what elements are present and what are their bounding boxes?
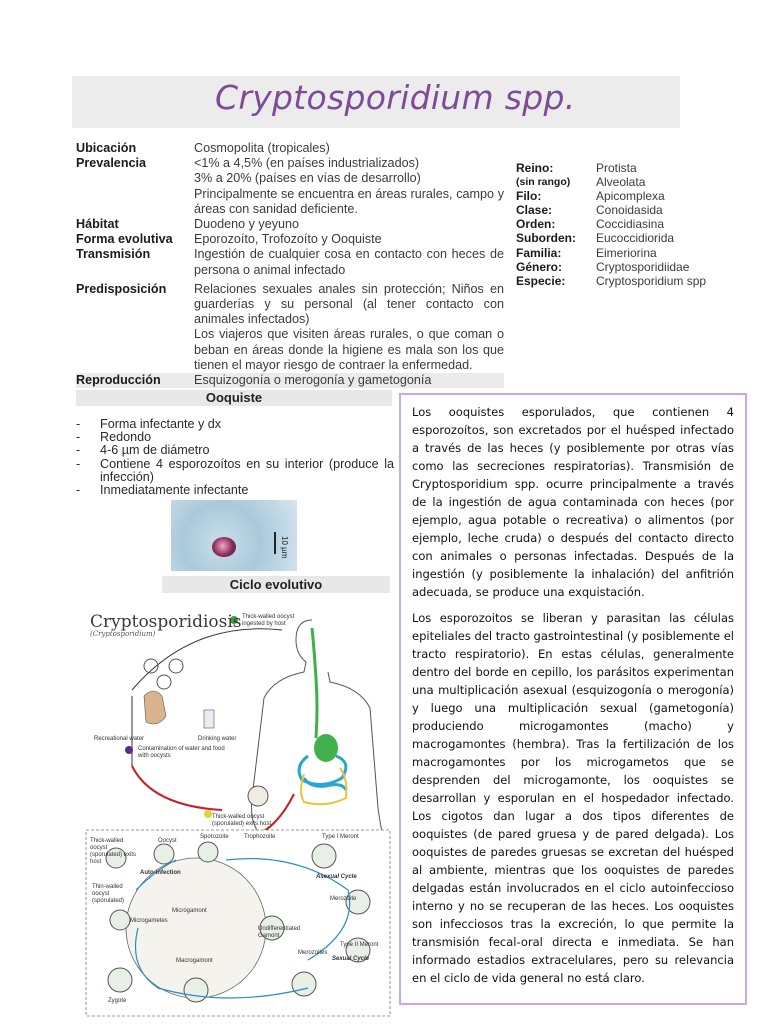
figure-label: Microgametes	[130, 918, 168, 924]
taxonomy-value: Coccidiasina	[596, 217, 665, 232]
water-glass-icon	[204, 710, 214, 728]
info-label: Hábitat	[76, 217, 119, 232]
figure-label: Microgamont	[172, 908, 207, 914]
taxonomy-row	[516, 203, 726, 217]
taxonomy-label: Clase:	[516, 203, 553, 218]
info-label: Transmisión	[76, 247, 151, 262]
list-item: - Contiene 4 esporozoítos en su interior (produce la infección)	[76, 456, 394, 484]
info-value	[194, 232, 504, 247]
info-value	[194, 156, 504, 217]
taxonomy-table	[516, 161, 726, 288]
figure-label: Sexual Cycle	[332, 956, 370, 962]
figure-label: Thick-walled oocyst (sporulated) exits host	[90, 838, 137, 865]
info-line: Principalmente se encuentra en áreas rurales, campo y áreas con sanidad deficiente.	[194, 186, 504, 216]
taxonomy-value: Eimeriorina	[596, 245, 657, 260]
figure-label: Zygote	[108, 998, 127, 1004]
oocyst-section-header: Ooquiste	[76, 390, 392, 406]
exit-oocyst-icon	[248, 786, 268, 806]
figure-label: Contamination of water and food with oocysts	[138, 746, 225, 759]
list-item-text: Inmediatamente infectante	[100, 483, 249, 498]
figure-label: Recreational water	[94, 736, 145, 742]
info-table	[76, 141, 504, 388]
taxonomy-row	[516, 274, 726, 288]
figure-label: Thin-walled oocyst (sporulated)	[92, 884, 125, 904]
info-row-ubicacion	[76, 141, 504, 156]
oocyst-icon	[169, 659, 183, 673]
figure-label: Auto-infection	[140, 870, 181, 876]
taxonomy-value: Cryptosporidium spp	[596, 273, 707, 288]
stomach	[314, 734, 338, 762]
taxonomy-label: Orden:	[516, 217, 556, 232]
description-paragraph: Los ooquistes esporulados, que contienen 4 esporozoítos, son excretados por el huésped infectado a través de las heces (y posiblemente por otras vías como las secreciones respiratorias). Transmisión de Cryptosporidium spp. ocurre principalmente a través de la ingestión de agua contaminada con heces (por ejemplo, agua potable o recreativa) o alimentos (por ejemplo, leche cruda) o después del contacto directo con animales o personas infectadas. Después de la ingestión (y posiblemente la inhalación) del anfitrión adecuada, se produce una exquistación.	[412, 405, 734, 599]
info-value	[194, 217, 504, 232]
taxonomy-row	[516, 246, 726, 260]
swimmer-icon	[144, 691, 166, 724]
oocyst-icon	[157, 675, 171, 689]
taxonomy-row	[516, 231, 726, 245]
taxonomy-row	[516, 260, 726, 274]
info-row-reproduccion	[76, 373, 504, 388]
taxonomy-row	[516, 161, 726, 175]
info-label: Prevalencia	[76, 156, 147, 171]
taxonomy-label: Filo:	[516, 189, 542, 204]
figure-label: Type I Meront	[322, 834, 359, 840]
taxonomy-row	[516, 217, 726, 231]
taxonomy-label: Género:	[516, 259, 563, 274]
taxonomy-row	[516, 175, 726, 189]
info-value	[194, 373, 504, 388]
info-row-forma	[76, 232, 504, 247]
stage-icon	[154, 844, 174, 864]
info-label: Forma evolutiva	[76, 232, 173, 247]
figure-label: Oocyst	[158, 838, 177, 844]
figure-label: Asexual Cycle	[316, 874, 357, 880]
info-value	[194, 282, 504, 373]
lifecycle-diagram	[76, 598, 392, 1018]
figure-label: Drinking water	[198, 736, 237, 742]
info-line: Eporozoíto, Trofozoíto y Ooquiste	[194, 232, 382, 247]
oocyst-list	[76, 418, 394, 497]
info-line: <1% a 4,5% (en países industrializados)	[194, 156, 420, 171]
marker-2	[125, 746, 133, 754]
info-row-transmision	[76, 247, 504, 277]
stage-icon	[312, 844, 336, 868]
taxonomy-label: (sin rango)	[516, 176, 571, 189]
list-item-text: Redondo	[100, 430, 152, 445]
oocyst-micrograph	[171, 500, 297, 571]
info-line: Esquizogonía o merogonía y gametogonía	[194, 373, 432, 388]
taxonomy-label: Reino:	[516, 161, 554, 175]
info-row-habitat	[76, 217, 504, 232]
list-item: - 4-6 µm de diámetro	[76, 444, 394, 457]
figure-subtitle: (Cryptosporidium)	[90, 630, 156, 638]
list-item-text: Forma infectante y dx	[100, 417, 222, 431]
info-line: Relaciones sexuales anales sin protección; Niños en guarderías y su personal (al tener contacto con animales infectados)	[194, 281, 504, 327]
figure-label: Undifferentiated Gamont	[258, 926, 301, 939]
figure-label: Thick-walled oocyst ingested by host	[242, 614, 295, 627]
figure-label: Thick-walled oocyst (sporulated) exits host	[212, 814, 272, 827]
figure-label: Type II Meront	[340, 942, 379, 948]
esophagus	[312, 628, 317, 738]
page-title: Cryptosporidium spp.	[215, 78, 576, 117]
taxonomy-value: Eucoccidiorida	[596, 231, 675, 246]
stage-icon	[184, 978, 208, 1002]
figure-label: Sporozoite	[200, 834, 229, 840]
cycle-section-header: Ciclo evolutivo	[162, 576, 390, 593]
info-label: Predisposición	[76, 281, 167, 296]
info-line: 3% a 20% (países en vías de desarrollo)	[194, 171, 421, 186]
list-item-text: 4-6 µm de diámetro	[100, 443, 210, 458]
taxonomy-value: Protista	[596, 161, 637, 175]
info-line: Cosmopolita (tropicales)	[194, 141, 330, 155]
figure-label: Trophozoite	[244, 834, 276, 840]
taxonomy-row	[516, 189, 726, 203]
list-item: - Redondo	[76, 431, 394, 444]
taxonomy-value: Alveolata	[596, 175, 646, 190]
info-line: Los viajeros que visiten áreas rurales, o que coman o beban en áreas donde la higiene es mala son los que tienen el mayor riesgo de contraer la enfermedad.	[194, 327, 504, 372]
description-paragraph: Los esporozoitos se liberan y parasitan las células epiteliales del tracto gastrointestinal (y posiblemente el tracto respiratorio). En estas células, generalmente dentro del borde en cepillo, los parásitos experimentan una multiplicación asexual (esquizogonía o merogonía) y luego una multiplicación sexual (gametogonía) produciendo microgamontes (macho) y macrogamontes (hembra). Tras la fertilización de los macrogamontes por los microgametos que se desprenden del microgamonte, los ooquistes se desarrollan y esporulan en el hospedador infectado. Los cigotos dan lugar a dos tipos diferentes de ooquistes (de pared gruesa y de pared delgada). Los ooquistes de paredes gruesas se excretan del huésped al ambiente, mientras que los ooquistes de paredes delgadas están involucrados en el ciclo autoinfeccioso interno y no se recuperan de las heces. Los ooquistes son infecciosos tras la excreción, lo que permite la transmisión fecal-oral directa e inmediata. Se han informado estadios extracelulares, pero su relevancia en el ciclo de vida general no está claro.	[412, 611, 734, 985]
list-item: - Forma infectante y dx	[76, 418, 394, 431]
arrow-contamination	[132, 766, 222, 810]
figure-label: Merozoites	[298, 950, 328, 956]
scale-bar	[274, 532, 276, 554]
info-line: Ingestión de cualquier cosa en contacto con heces de persona o animal infectado	[194, 247, 504, 277]
info-label: Reproducción	[76, 373, 161, 388]
stage-icon	[292, 972, 316, 996]
description-box	[399, 393, 747, 1005]
stage-icon	[108, 968, 132, 992]
stained-oocyst	[212, 537, 236, 557]
info-row-prevalencia	[76, 156, 504, 217]
info-line: Duodeno y yeyuno	[194, 217, 300, 232]
info-row-predisposicion	[76, 282, 504, 373]
info-label: Ubicación	[76, 141, 137, 155]
figure-title: Cryptosporidiosis	[90, 612, 242, 632]
taxonomy-value: Apicomplexa	[596, 189, 665, 204]
figure-label: Macrogamont	[176, 958, 213, 964]
scale-label: 10 µm	[280, 536, 289, 559]
taxonomy-label: Especie:	[516, 273, 566, 288]
list-item: - Inmediatamente infectante	[76, 484, 394, 497]
stage-icon	[198, 842, 218, 862]
taxonomy-value: Cryptosporidiidae	[596, 259, 690, 274]
info-value	[194, 247, 504, 277]
taxonomy-label: Suborden:	[516, 231, 576, 246]
stage-icon	[110, 910, 130, 930]
figure-label: Merozoite	[330, 896, 357, 902]
marker-3	[204, 810, 212, 818]
taxonomy-label: Familia:	[516, 245, 562, 260]
info-value	[194, 141, 504, 156]
taxonomy-value: Conoidasida	[596, 203, 663, 218]
list-item-text: Contiene 4 esporozoítos en su interior (produce la infección)	[100, 456, 394, 484]
